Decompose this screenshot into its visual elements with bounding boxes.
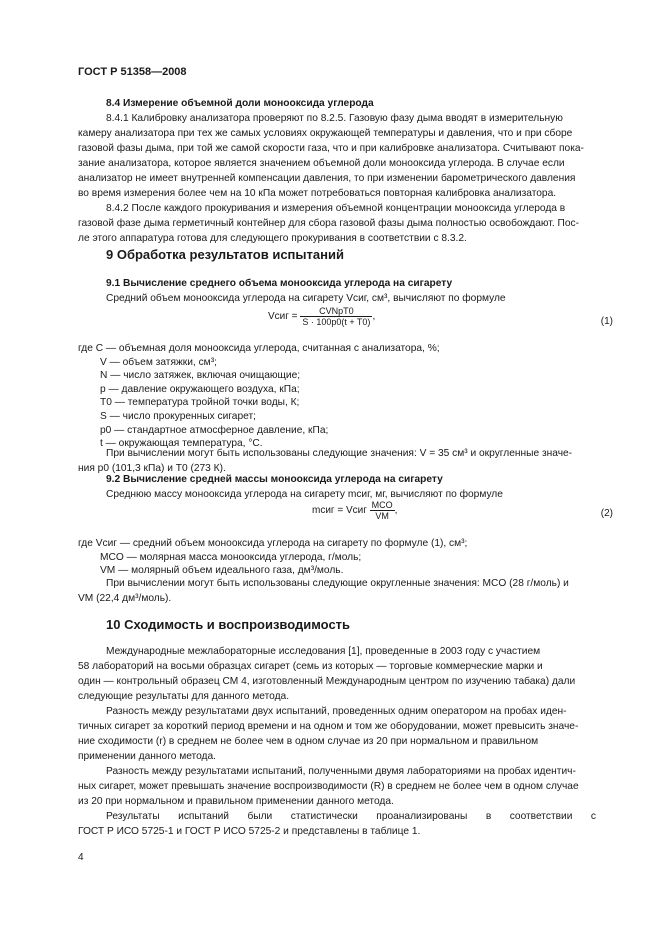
paragraph-10-3 [78, 764, 596, 809]
subsection-title-8-4: 8.4 Измерение объемной доли монооксида углерода [106, 98, 374, 109]
definition-1-8: t — окружающая температура, °С. [100, 438, 263, 450]
paragraph-9-1-note-line-2: ния p0 (101,3 кПа) и T0 (273 К). [78, 463, 226, 474]
formula-1-fraction [300, 306, 372, 327]
paragraph-10-3-line-3: из 20 при нормальном и правильном применении данного метода. [78, 796, 394, 807]
paragraph-8-4-1-line-3: газовой фазы дыма, при той же самой скорости газа, что и при калибровке анализатора. Считывают пока- [78, 143, 584, 154]
paragraph-10-4-word: проанализированы [376, 811, 468, 822]
paragraph-8-4-1 [78, 111, 596, 201]
paragraph-9-2-note-line-2: VM (22,4 дм³/моль). [78, 593, 172, 604]
formula-1-tail: , [372, 311, 376, 323]
section-9-2-note [78, 576, 596, 606]
paragraph-9-2-note [78, 576, 596, 606]
paragraph-10-4-word: статистически [290, 811, 358, 822]
paragraph-10-3-line-2: ных сигарет, может превышать значение воспроизводимости (R) в среднем не более чем в одном случае [78, 781, 579, 792]
page-number: 4 [78, 852, 84, 863]
paragraph-10-2 [78, 704, 596, 764]
definition-1-7: p0 — стандартное атмосферное давление, кПа; [100, 424, 329, 436]
formula-2-tail: , [394, 505, 398, 517]
paragraph-8-4-2-line-1: 8.4.2 После каждого прокуривания и измерения объемной концентрации монооксида углерода в [106, 203, 566, 214]
formula-1 [268, 306, 375, 327]
paragraph-9-2-note-line-1: При вычислении могут быть использованы следующие округленные значения: MCO (28 г/моль) и [106, 578, 569, 589]
formula-2 [312, 500, 397, 521]
definition-1-1: где C — объемная доля монооксида углерода, считанная с анализатора, %; [78, 343, 440, 354]
definition-2-2: MCO — молярная масса монооксида углерода, г/моль; [100, 551, 362, 563]
paragraph-8-4-1-line-5: анализатор не имеет внутренней компенсации давления, то при изменении барометрического давления [78, 173, 576, 184]
paragraph-8-4-1-line-4: зание анализатора, которое является значением объемной доли монооксида углерода. В случае если [78, 158, 565, 169]
formula-1-denominator: S · 100p0(t + T0) [302, 317, 371, 327]
paragraph-10-4-word: Результаты [106, 811, 160, 822]
paragraph-10-3-line-1: Разность между результатами испытаний, полученными двумя лабораториями на пробах идентич- [106, 766, 576, 777]
paragraph-10-1-line-3: один — контрольный образец СМ 4, изготовленный Международным центром по изучению табака) дали [78, 676, 576, 687]
paragraph-8-4-2-line-3: ле этого аппаратура готова для следующего прокуривания в соответствии с 8.3.2. [78, 233, 467, 244]
paragraph-10-1-line-2: 58 лабораторий на восьми образцах сигарет (семь из которых — торговые коммерческие марки и [78, 661, 543, 672]
paragraph-10-4-word: испытаний [178, 811, 229, 822]
section-10-body [78, 644, 596, 839]
paragraph-9-2-intro: Среднюю массу монооксида углерода на сигарету mсиг, мг, вычисляют по формуле [106, 489, 503, 500]
paragraph-10-1-line-4: следующие результаты для данного метода. [78, 691, 290, 702]
formula-1-definitions [78, 342, 596, 451]
formula-1-lhs: Vсиг = [268, 311, 298, 323]
definition-2-3: VM — молярный объем идеального газа, дм³/моль. [100, 565, 344, 577]
paragraph-10-4-word: соответствии [509, 811, 573, 822]
definition-2-1: где Vсиг — средний объем монооксида углерода на сигарету по формуле (1), см³; [78, 538, 468, 549]
paragraph-10-1 [78, 644, 596, 704]
paragraph-10-2-line-1: Разность между результатами двух испытаний, проведенных одним оператором на пробах иден- [106, 706, 567, 717]
paragraph-8-4-1-line-2: камеру анализатора при тех же самых условиях окружающей температуры и давления, что и при сборе [78, 128, 573, 139]
formula-2-fraction [370, 500, 395, 521]
paragraph-9-1-note-line-1: При вычислении могут быть использованы следующие значения: V = 35 см³ и округленные значе- [106, 448, 573, 459]
section-8-4 [78, 96, 596, 246]
subsection-title-9-2: 9.2 Вычисление средней массы монооксида углерода на сигарету [106, 474, 443, 485]
paragraph-8-4-1-line-1: 8.4.1 Калибровку анализатора проверяют по 8.2.5. Газовую фазу дыма вводят в измерительную [106, 113, 563, 124]
paragraph-10-4-word: с [590, 811, 596, 822]
formula-2-numerator: MCO [371, 500, 393, 510]
formula-2-denominator: VM [375, 511, 389, 521]
paragraph-10-4-line-2: ГОСТ Р ИСО 5725-1 и ГОСТ Р ИСО 5725-2 и представлены в таблице 1. [78, 826, 421, 837]
paragraph-10-4-line-1 [78, 809, 596, 824]
definition-1-3: N — число затяжек, включая очищающие; [100, 370, 301, 382]
formula-2-number: (2) [600, 508, 613, 519]
paragraph-10-4-word: были [247, 811, 273, 822]
section-title-9: 9 Обработка результатов испытаний [106, 247, 344, 262]
section-9-1 [78, 276, 596, 306]
paragraph-10-2-line-3: ние сходимости (r) в среднем не более чем в одном случае из 20 при нормальном и правильном [78, 736, 539, 747]
definition-1-2: V — объем затяжки, см³; [100, 356, 217, 368]
paragraph-8-4-2-line-2: газовой фазе дыма герметичный контейнер для сбора газовой фазы дыма полностью освобождают. Пос- [78, 218, 579, 229]
paragraph-10-2-line-2: тичных сигарет за короткий период времени и на одном и том же оборудовании, может превысить значе- [78, 721, 579, 732]
paragraph-9-1-intro: Средний объем монооксида углерода на сигарету Vсиг, см³, вычисляют по формуле [106, 293, 506, 304]
formula-2-definitions [78, 537, 596, 578]
paragraph-10-1-line-1: Международные межлабораторные исследования [1], проведенные в 2003 году с участием [106, 646, 541, 657]
definition-1-6: S — число прокуренных сигарет; [100, 410, 256, 422]
paragraph-10-2-line-4: применении данного метода. [78, 751, 216, 762]
paragraph-8-4-2 [78, 201, 596, 246]
definition-1-5: T0 — температура тройной точки воды, К; [100, 397, 300, 409]
section-9-2 [78, 472, 596, 502]
paragraph-8-4-1-line-6: во время измерения более чем на 10 кПа может потребоваться повторная калибровка анализатора. [78, 188, 557, 199]
running-header: ГОСТ Р 51358—2008 [78, 66, 187, 78]
formula-2-lhs: mсиг = Vсиг [312, 505, 367, 517]
formula-1-numerator: CVNpT0 [300, 306, 372, 317]
subsection-title-9-1: 9.1 Вычисление среднего объема монооксида углерода на сигарету [106, 278, 453, 289]
paragraph-10-4-word: в [485, 811, 492, 822]
section-title-10: 10 Сходимость и воспроизводимость [106, 617, 351, 632]
formula-1-number: (1) [600, 316, 613, 327]
definition-1-4: p — давление окружающего воздуха, кПа; [100, 383, 300, 395]
